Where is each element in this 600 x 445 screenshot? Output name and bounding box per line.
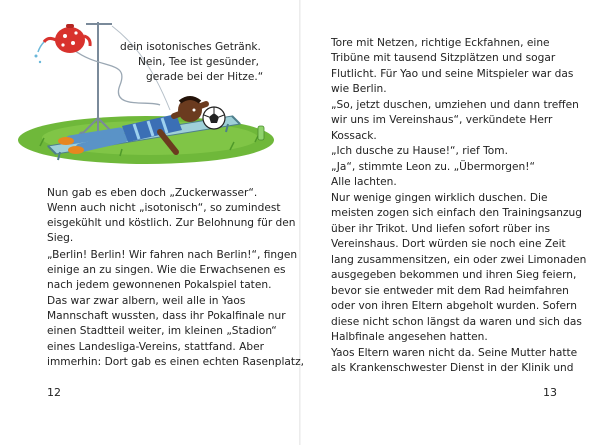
caption-line: gerade bei der Hitze.“ — [146, 71, 264, 83]
body-line: bevor sie entweder mit dem Rad heimfahren — [331, 285, 569, 297]
body-line: meisten zogen sich einfach den Trainingsanzug — [331, 207, 582, 219]
soccer-ball — [203, 107, 225, 129]
body-line: Wenn auch nicht „isotonisch“, so zumindest — [47, 202, 281, 214]
body-line: „So, jetzt duschen, umziehen und dann treffen — [331, 99, 579, 111]
body-line: oder von ihren Eltern abgeholt wurden. Sofern — [331, 300, 577, 312]
body-line: wie Berlin. — [331, 83, 387, 95]
body-line: ausgegeben bekommen und ihren Sieg feiern, — [331, 269, 577, 281]
body-line: Kossack. — [331, 130, 377, 142]
right-page — [300, 0, 600, 445]
body-line: immerhin: Dort gab es einen echten Rasenplatz, — [47, 356, 305, 368]
body-line: Tore mit Netzen, richtige Eckfahnen, eine — [331, 37, 550, 49]
body-line: „Ja“, stimmte Leon zu. „Übermorgen!“ — [331, 161, 535, 173]
body-line: Tribüne mit tausend Sitzplätzen und sogar — [331, 52, 556, 64]
body-line: Halbfinale angesehen hatten. — [331, 331, 488, 343]
body-line: Flutlicht. Für Yao und seine Mitspieler war das — [331, 68, 574, 80]
body-line: wir uns im Vereinshaus“, verkündete Herr — [331, 114, 553, 126]
caption-line: dein isotonisches Getränk. — [120, 41, 261, 53]
page-number: 13 — [543, 386, 557, 399]
body-line: Vereinshaus. Dort würden sie noch eine Zeit — [331, 238, 566, 250]
teapot — [44, 24, 90, 53]
soccer-injury-illustration — [0, 0, 300, 170]
water-bottle — [258, 126, 264, 140]
body-line: eines Landesliga-Vereins, stattfand. Aber — [47, 341, 264, 353]
caption-line: Nein, Tee ist gesünder, — [138, 56, 260, 68]
body-line: Nur wenige gingen wirklich duschen. Die — [331, 192, 548, 204]
body-line: einige an zu singen. Wie die Erwachsenen es — [47, 264, 286, 276]
body-line: „Berlin! Berlin! Wir fahren nach Berlin!“, fingen — [47, 249, 298, 261]
page-number: 12 — [47, 386, 61, 399]
body-line: „Ich dusche zu Hause!“, rief Tom. — [331, 145, 508, 157]
body-line: über ihr Trikot. Und liefen sofort rüber ins — [331, 223, 550, 235]
body-line: lang zusammensitzen, ein oder zwei Limonaden — [331, 254, 587, 266]
body-line: Yaos Eltern waren nicht da. Seine Mutter hatte — [331, 347, 578, 359]
body-line: eisgekühlt und köstlich. Zur Belohnung für den — [47, 217, 296, 229]
body-line: einen Stadtteil weiter, im kleinen „Stadion“ — [47, 325, 277, 337]
body-line: Das war zwar albern, weil alle in Yaos — [47, 295, 246, 307]
body-line: als Krankenschwester Dienst in der Klinik und — [331, 362, 574, 374]
body-line: Sieg. — [47, 232, 74, 244]
body-line: Nun gab es eben doch „Zuckerwasser“. — [47, 187, 258, 199]
body-line: diese nicht schon längst da waren und sich das — [331, 316, 582, 328]
body-line: Mannschaft wussten, dass ihr Pokalfinale nur — [47, 310, 286, 322]
body-line: nach jedem gewonnenen Pokalspiel taten. — [47, 279, 272, 291]
body-line: Alle lachten. — [331, 176, 397, 188]
